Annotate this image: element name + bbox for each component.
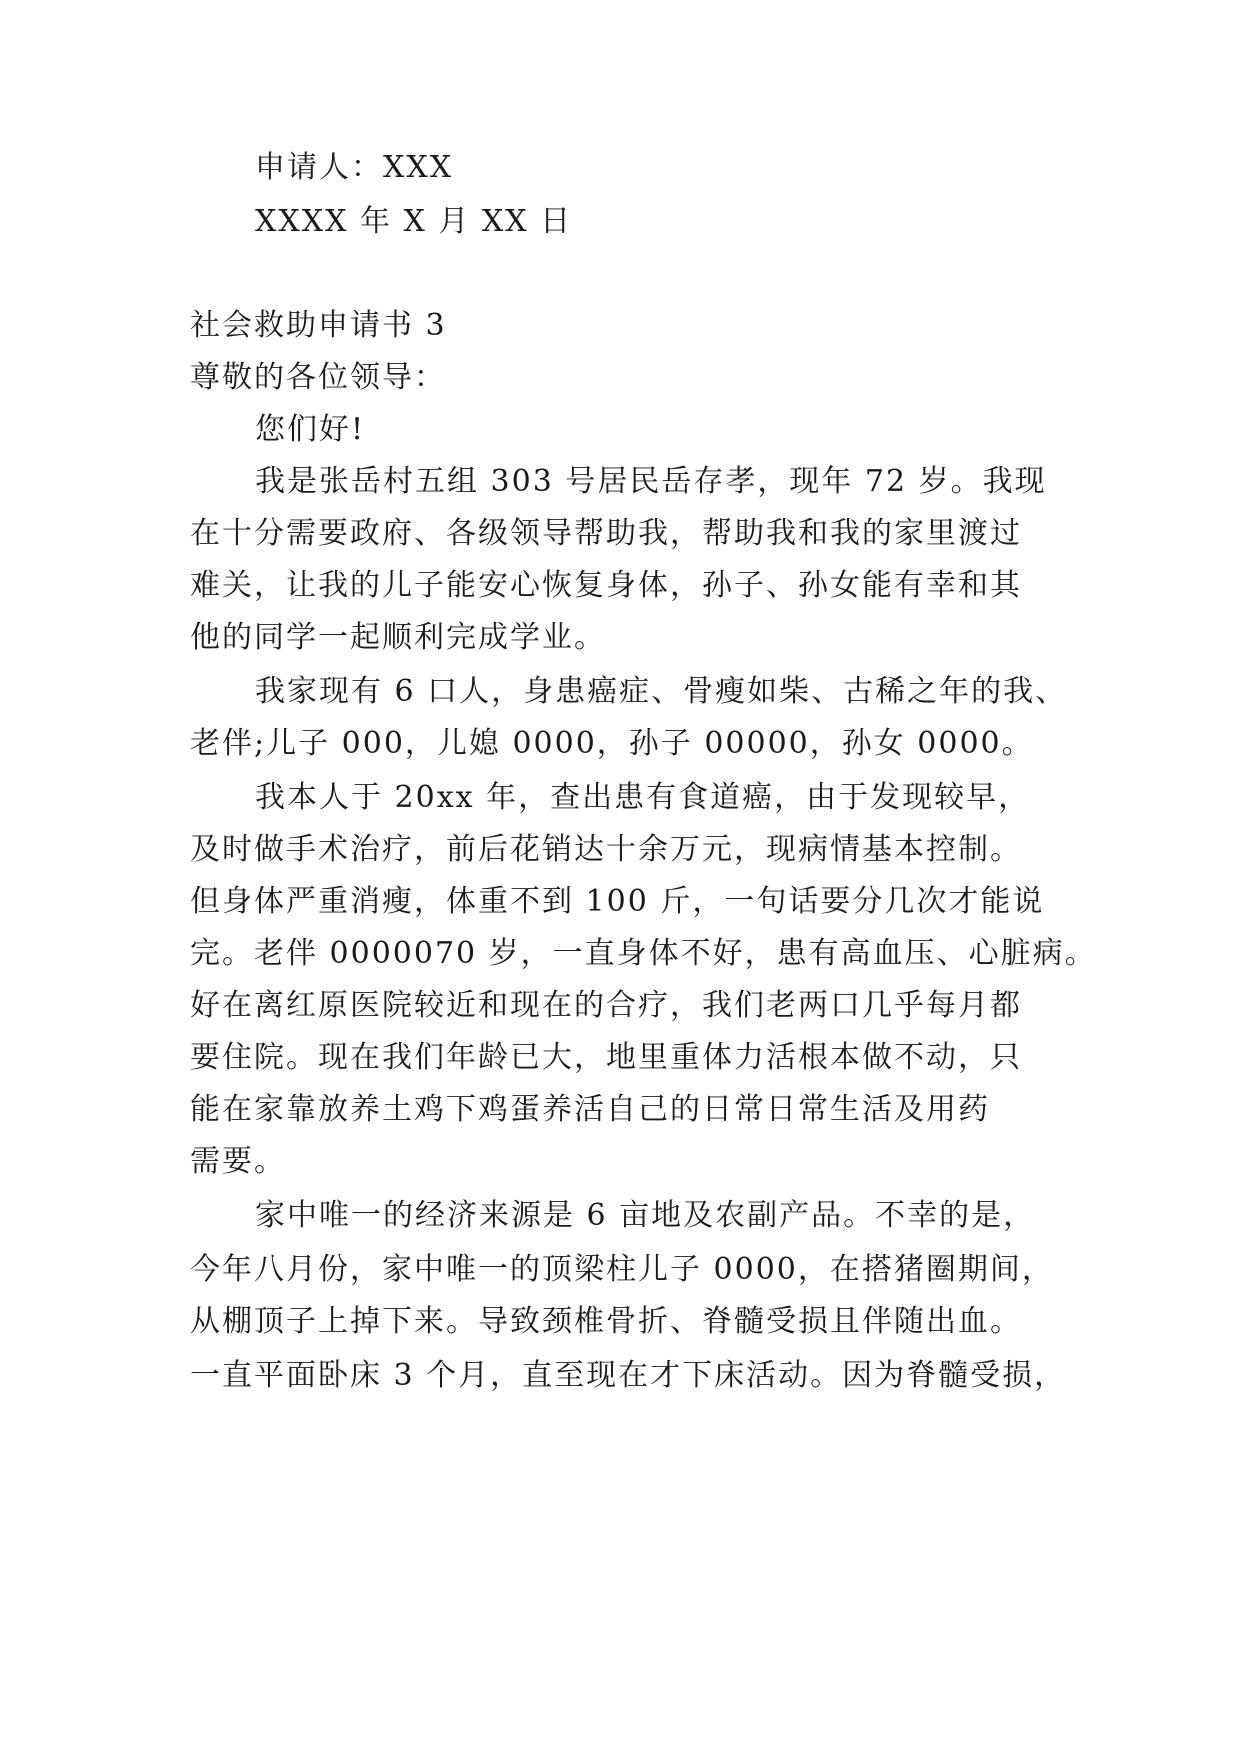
paragraph-line: 好在离红原医院较近和现在的合疗，我们老两口几乎每月都 [190, 988, 1022, 1023]
paragraph-line: 但身体严重消瘦，体重不到 100 斤，一句话要分几次才能说 [190, 884, 1045, 919]
paragraph-line: 要住院。现在我们年龄已大，地里重体力活根本做不动，只 [190, 1040, 1022, 1075]
paragraph-line: 家中唯一的经济来源是 6 亩地及农副产品。不幸的是， [255, 1198, 1036, 1233]
paragraph-line: 及时做手术治疗，前后花销达十余万元，现病情基本控制。 [190, 832, 1022, 867]
paragraph-line: 他的同学一起顺利完成学业。 [190, 620, 606, 655]
applicant-line: 申请人：XXX [255, 150, 454, 185]
salutation: 尊敬的各位领导： [190, 360, 446, 395]
greeting: 您们好! [255, 412, 366, 447]
paragraph-line: 在十分需要政府、各级领导帮助我，帮助我和我的家里渡过 [190, 516, 1022, 551]
paragraph-line: 今年八月份，家中唯一的顶梁柱儿子 0000，在搭猪圈期间， [190, 1252, 1054, 1287]
paragraph-line: 难关，让我的儿子能安心恢复身体，孙子、孙女能有幸和其 [190, 568, 1022, 603]
paragraph-line: 需要。 [190, 1144, 286, 1179]
paragraph-line: 我是张岳村五组 303 号居民岳存孝，现年 72 岁。我现 [255, 464, 1047, 499]
paragraph-line: 完。老伴 0000070 岁，一直身体不好，患有高血压、心脏病。 [190, 936, 1097, 971]
letter-title: 社会救助申请书 3 [190, 308, 447, 343]
paragraph-line: 从棚顶子上掉下来。导致颈椎骨折、脊髓受损且伴随出血。 [190, 1304, 1022, 1339]
paragraph-line: 我家现有 6 口人，身患癌症、骨瘦如柴、古稀之年的我、 [255, 674, 1068, 709]
paragraph-line: 我本人于 20xx 年，查出患有食道癌，由于发现较早， [255, 780, 1031, 815]
paragraph-line: 一直平面卧床 3 个月，直至现在才下床活动。因为脊髓受损， [190, 1358, 1067, 1393]
date-line: XXXX 年 X 月 XX 日 [255, 204, 573, 239]
paragraph-line: 能在家靠放养土鸡下鸡蛋养活自己的日常日常生活及用药 [190, 1092, 990, 1127]
paragraph-line: 老伴;儿子 000，儿媳 0000，孙子 00000，孙女 0000。 [190, 726, 1034, 761]
